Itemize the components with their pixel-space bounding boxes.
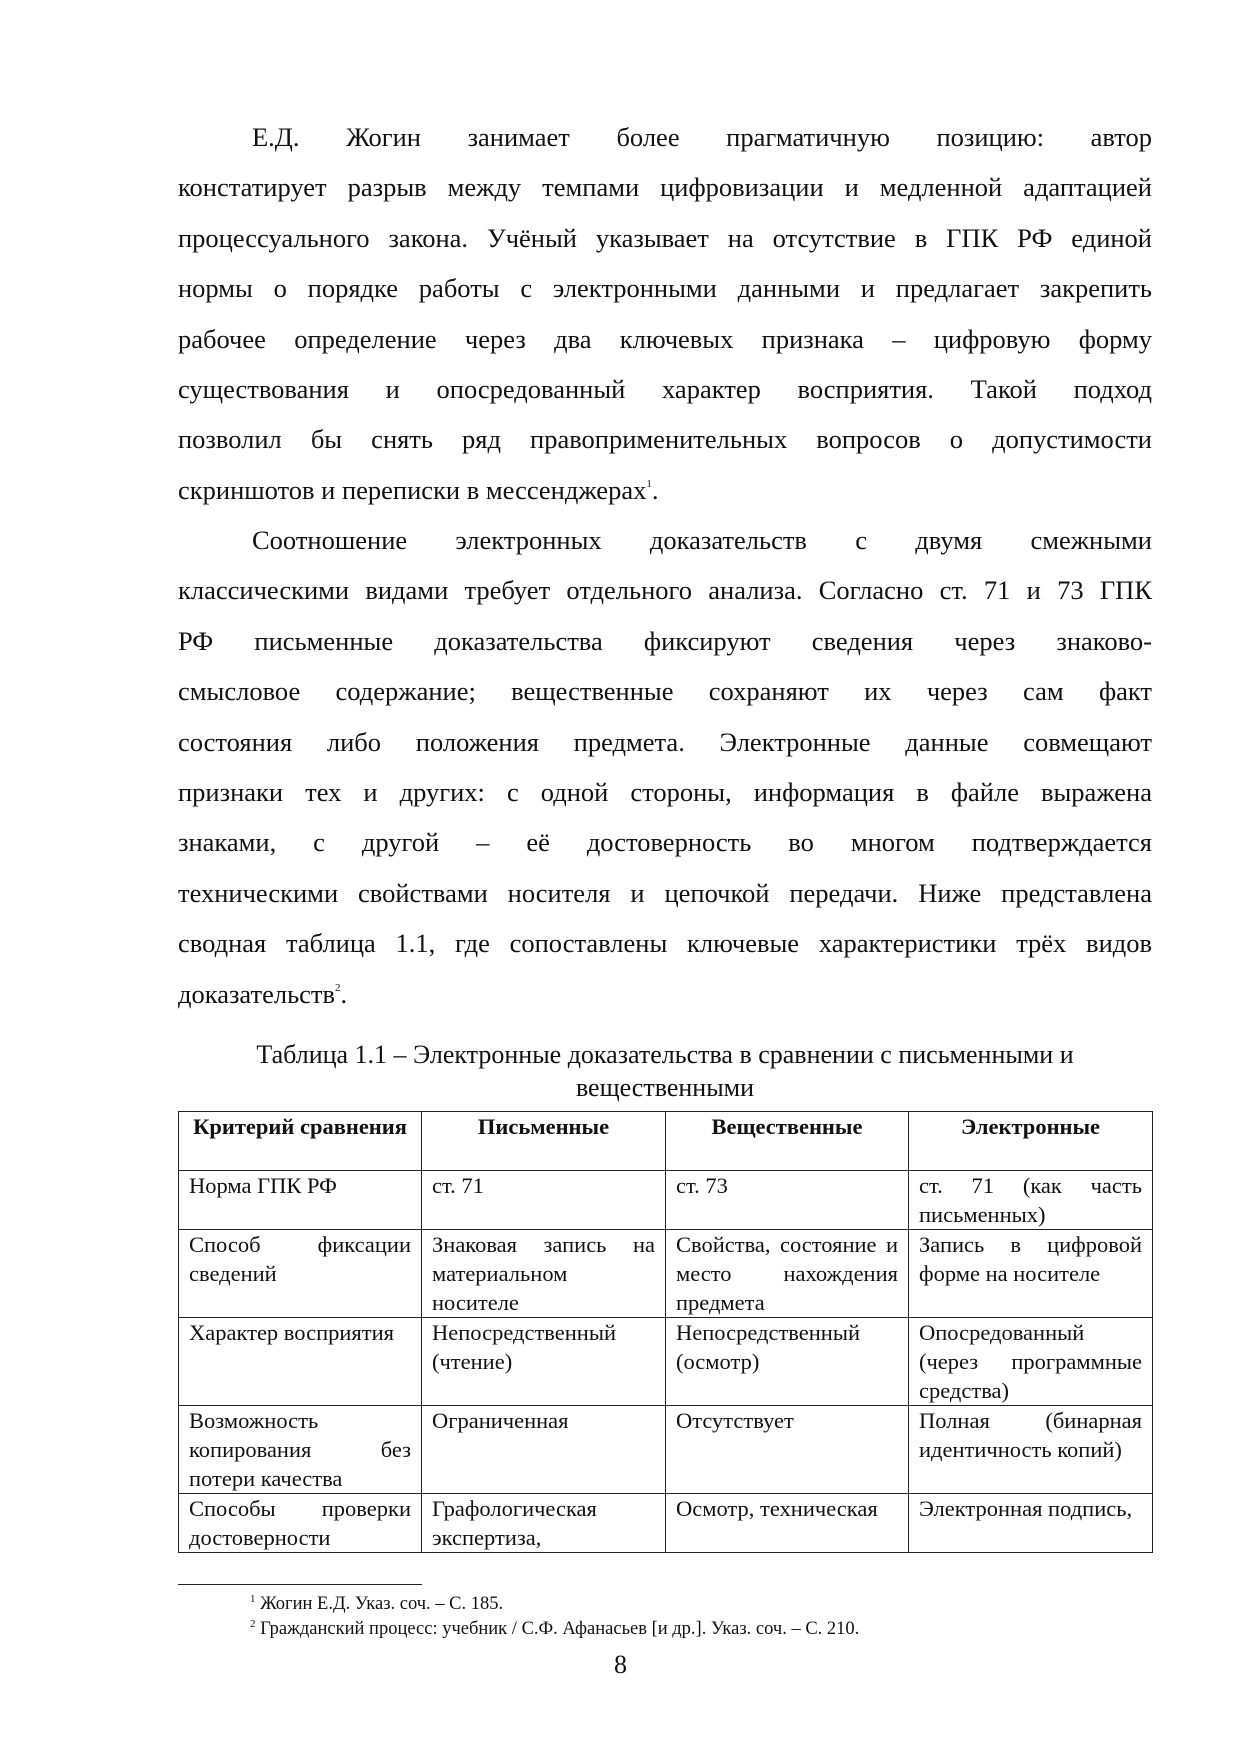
- column-header: Электронные: [909, 1112, 1153, 1171]
- table-row: [179, 1230, 1153, 1318]
- text-line: признаки тех и других: с одной стороны, информация в файле выражена: [178, 777, 1152, 808]
- text-line: нормы о порядке работы с электронными данными и предлагает закрепить: [178, 273, 1152, 304]
- column-header: Письменные: [422, 1112, 666, 1171]
- text-line: существования и опосредованный характер восприятия. Такой подход: [178, 374, 1152, 405]
- footnote-separator: [178, 1584, 422, 1585]
- sentence-end: .: [340, 978, 348, 1009]
- table-cell: ст. 71: [422, 1171, 666, 1230]
- text-line: техническими свойствами носителя и цепочкой передачи. Ниже представлена: [178, 877, 1152, 908]
- table-cell: Графологическая экспертиза,: [422, 1494, 666, 1553]
- text-line: классическими видами требует отдельного анализа. Согласно ст. 71 и 73 ГПК: [178, 575, 1152, 606]
- table-cell: Способ фиксации сведений: [179, 1230, 422, 1318]
- text-line: констатирует разрыв между темпами цифровизации и медленной адаптацией: [178, 172, 1152, 203]
- table-cell: Непосредственный (осмотр): [666, 1318, 909, 1406]
- footnote-mark: 1: [250, 1593, 256, 1605]
- table-cell: Норма ГПК РФ: [179, 1171, 422, 1230]
- text-line-last: [178, 465, 1152, 515]
- text-line: позволил бы снять ряд правоприменительных вопросов о допустимости: [178, 424, 1152, 455]
- table-cell: Непосредственный (чтение): [422, 1318, 666, 1406]
- footnote-ref-1[interactable]: 1: [646, 477, 652, 490]
- table-cell: Осмотр, техническая: [666, 1494, 909, 1553]
- table-header-row: [179, 1112, 1153, 1171]
- table-row: [179, 1171, 1153, 1230]
- text-line: доказательств: [178, 978, 336, 1009]
- paragraph-1: [178, 112, 1152, 515]
- table-cell: Знаковая запись на материальном носителе: [422, 1230, 666, 1318]
- text-line: рабочее определение через два ключевых признака – цифровую форму: [178, 323, 1152, 354]
- footnote-text: Жогин Е.Д. Указ. соч. – С. 185.: [260, 1594, 504, 1614]
- table-row: [179, 1494, 1153, 1553]
- table-cell: Отсутствует: [666, 1406, 909, 1494]
- text-line: РФ письменные доказательства фиксируют сведения через знаково-: [178, 625, 1152, 656]
- text-line: знаками, с другой – её достоверность во многом подтверждается: [178, 827, 1152, 858]
- table-cell: Ограниченная: [422, 1406, 666, 1494]
- text-line: сводная таблица 1.1, где сопоставлены ключевые характеристики трёх видов: [178, 928, 1152, 959]
- table-cell: Свойства, состояние и место нахождения предмета: [666, 1230, 909, 1318]
- column-header: Критерий сравнения: [179, 1112, 422, 1171]
- comparison-table: [178, 1111, 1153, 1553]
- text-line: Е.Д. Жогин занимает более прагматичную позицию: автор: [252, 122, 1152, 152]
- column-header: Вещественные: [666, 1112, 909, 1171]
- table-row: [179, 1406, 1153, 1494]
- table-cell: Полная (бинарная идентичность копий): [909, 1406, 1153, 1494]
- footnote-ref-2[interactable]: 2: [335, 981, 341, 994]
- text-line: процессуального закона. Учёный указывает на отсутствие в ГПК РФ единой: [178, 222, 1152, 253]
- paragraph-2: [178, 515, 1152, 1019]
- text-line: Соотношение электронных доказательств с двумя смежными: [252, 525, 1152, 555]
- footnote-2: [250, 1617, 859, 1641]
- table-cell: Электронная подпись,: [909, 1494, 1153, 1553]
- text-line-last: [178, 969, 1152, 1019]
- table-cell: Возможность копирования без потери качества: [179, 1406, 422, 1494]
- table-caption-line: Таблица 1.1 – Электронные доказательства в сравнении с письменными и: [256, 1040, 1074, 1069]
- text-line: состояния либо положения предмета. Электронные данные совмещают: [178, 726, 1152, 757]
- sentence-end: .: [651, 474, 659, 505]
- page-number: 8: [614, 1650, 627, 1679]
- footnote-text: Гражданский процесс: учебник / С.Ф. Афанасьев [и др.]. Указ. соч. – С. 210.: [260, 1619, 860, 1639]
- table-cell: Опосредованный (через программные средства): [909, 1318, 1153, 1406]
- table-cell: ст. 71 (как часть письменных): [909, 1171, 1153, 1230]
- text-line: смысловое содержание; вещественные сохраняют их через сам факт: [178, 676, 1152, 707]
- table-cell: ст. 73: [666, 1171, 909, 1230]
- table-cell: Характер восприятия: [179, 1318, 422, 1406]
- table-cell: Запись в цифровой форме на носителе: [909, 1230, 1153, 1318]
- text-line: скриншотов и переписки в мессенджерах: [178, 474, 647, 505]
- table-row: [179, 1318, 1153, 1406]
- footnote-1: [250, 1592, 503, 1616]
- table-caption-line: вещественными: [575, 1073, 755, 1102]
- footnote-mark: 2: [250, 1618, 256, 1630]
- table-caption: [178, 1038, 1152, 1104]
- table-cell: Способы проверки достоверности: [179, 1494, 422, 1553]
